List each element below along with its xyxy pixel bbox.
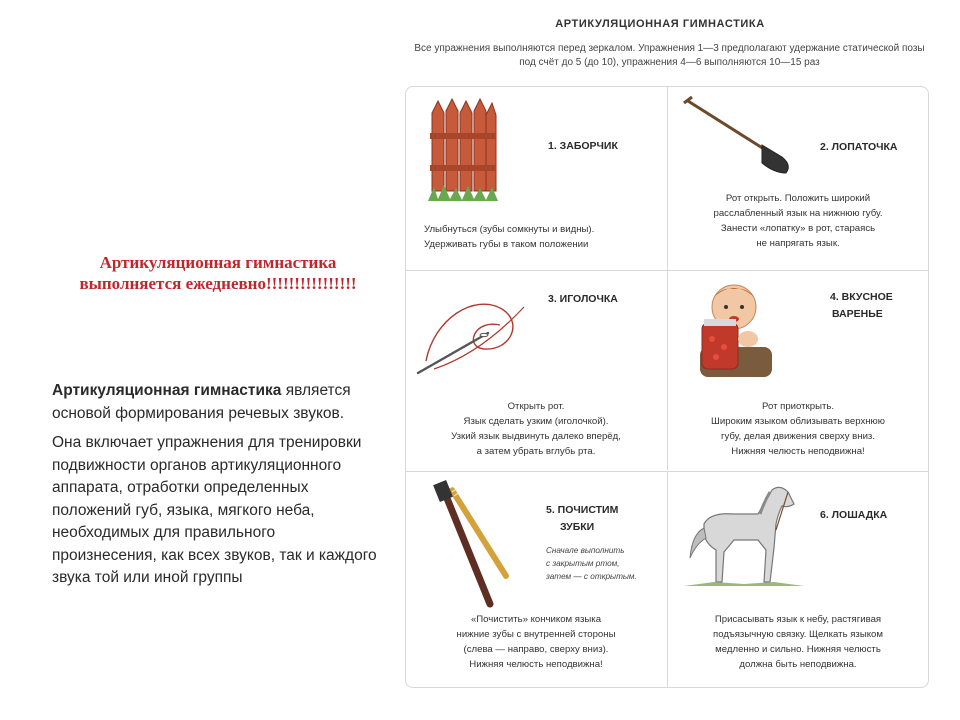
description-line: Нижняя челюсть неподвижна! [469,659,603,670]
description-line: нижние зубы с внутренней стороны [456,629,616,640]
description-line: Занести «лопатку» в рот, стараясь [720,223,876,234]
exercise-description [414,612,658,672]
fence-icon [428,93,498,203]
description-line: а затем убрать вглубь рта. [476,446,596,457]
exercise-title: 6. ЛОШАДКА [820,509,888,521]
description-line: должна быть неподвижна. [739,659,857,670]
description-line: (слева — направо, сверху вниз). [463,644,609,655]
note-line: Сначале выполнить [546,546,625,555]
shovel-icon [682,95,802,175]
sheet-intro: Все упражнения выполняются перед зеркалом. Упражнения 1—3 предполагают удержание статической позы под счёт до 5 (до 10), упражнения 4—6 выполняются 10—15 раз [414,43,925,68]
description-line: Нижняя челюсть неподвижна! [731,446,865,457]
exercise-note [546,544,637,583]
exercise-title-line: ВАРЕНЬЕ [832,308,883,320]
exercise-description [424,222,668,252]
description-line: медленно и сильно. Нижняя челюсть [715,644,881,655]
description-line: Улыбнуться (зубы сомкнуты и видны). [424,224,595,235]
exercise-card-toothbrush [406,471,667,687]
left-panel [0,0,395,720]
daily-note [48,252,388,294]
exercise-card-horse [667,471,928,687]
exercise-title: 2. ЛОПАТОЧКА [820,141,898,153]
exercise-title: 1. ЗАБОРЧИК [548,140,618,152]
intro-paragraph [52,380,382,425]
description-line: Присасывать язык к небу, растягивая [714,614,882,625]
description-line: Удерживать губы в таком положении [424,239,589,250]
note-line: с закрытым ртом, [546,559,620,568]
exercise-description [676,612,920,672]
exercise-title: 3. ИГОЛОЧКА [548,293,618,305]
exercise-title-line: 4. ВКУСНОЕ [830,291,893,303]
exercise-card-jam [667,270,928,470]
description-block [52,380,382,597]
exercise-title [546,502,618,536]
toothbrush-icon [430,480,520,610]
description-line: подъязычную связку. Щелкать языком [713,629,883,640]
exercise-title-line: 5. ПОЧИСТИМ [546,504,619,516]
exercise-sheet [395,0,960,720]
exercise-description [676,191,920,251]
intro-rest: является основой формирования речевых звуков. [52,382,351,422]
description-line: Узкий язык выдвинуть далеко вперёд, [451,431,621,442]
description-paragraph: Она включает упражнения для тренировки подвижности органов артикуляционного аппарата, отработки определенных положений губ, языка, мягкого неба, необходимых для правильного произнесения, как всех звуков, так и каждого звука той или иной группы [52,434,377,586]
exercise-description [414,399,658,459]
description-line: Рот приоткрыть. [761,401,835,412]
exercise-card-needle [406,270,667,470]
description-line: Открыть рот. [507,401,565,412]
intro-term: Артикуляционная гимнастика [52,382,282,399]
needle-icon [414,289,539,379]
child-jam-icon [690,277,780,377]
exercise-grid [405,86,929,688]
description-line: Широким языком облизывать верхнюю [711,416,885,427]
exercise-title [830,289,893,323]
description-line: «Почистить» кончиком языка [470,614,602,625]
sheet-title: АРТИКУЛЯЦИОННАЯ ГИМНАСТИКА [555,18,765,30]
description-line: расслабленный язык на нижнюю губу. [713,208,883,219]
exercise-title-line: ЗУБКИ [560,521,595,533]
description-line: Рот открыть. Положить широкий [725,193,871,204]
note-line: затем — с открытым. [546,572,637,581]
description-line: Язык сделать узким (иголочкой). [463,416,609,427]
daily-note-line2: выполняется ежедневно!!!!!!!!!!!!!!!! [79,274,357,293]
exercise-card-shovel [667,87,928,287]
horse-icon [684,478,804,588]
daily-note-line1: Артикуляционная гимнастика [99,253,337,272]
exercise-card-fence [406,87,667,287]
description-line: губу, делая движения сверху вниз. [720,431,875,442]
description-line: не напрягать язык. [756,238,840,249]
exercise-description [676,399,920,459]
